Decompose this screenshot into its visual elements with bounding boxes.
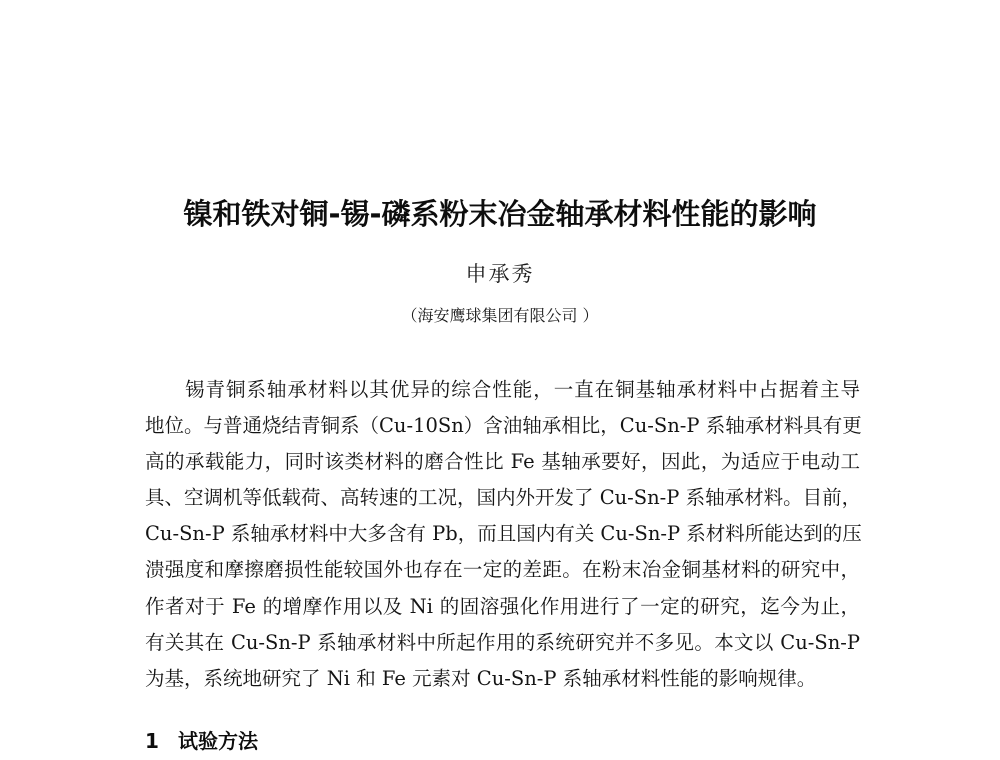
paragraph-line: 具、空调机等低载荷、高转速的工况，国内外开发了 Cu-Sn-P 系轴承材料。目前，	[145, 486, 862, 510]
paragraph-line: 溃强度和摩擦磨损性能较国外也存在一定的差距。在粉末冶金铜基材料的研究中，	[145, 558, 860, 582]
paragraph-line: 锡青铜系轴承材料以其优异的综合性能，一直在铜基轴承材料中占据着主导	[185, 378, 860, 401]
section-heading	[145, 725, 258, 754]
paragraph-line: 为基，系统地研究了 Ni 和 Fe 元素对 Cu-Sn-P 系轴承材料性能的影响规律。	[145, 666, 817, 690]
section-number: 1	[145, 729, 159, 753]
paragraph-line: 作者对于 Fe 的增摩作用以及 Ni 的固溶强化作用进行了一定的研究，迄今为止，	[145, 594, 860, 618]
paper-title: 镍和铁对铜-锡-磷系粉末冶金轴承材料性能的影响	[183, 197, 817, 231]
paragraph-line: 地位。与普通烧结青铜系（Cu-10Sn）含油轴承相比，Cu-Sn-P 系轴承材料具有更	[145, 414, 862, 438]
author-affiliation: （海安鹰球集团有限公司 ）	[401, 306, 599, 325]
paragraph-line: 高的承载能力，同时该类材料的磨合性比 Fe 基轴承要好，因此，为适应于电动工	[145, 450, 860, 474]
author-name: 申承秀	[465, 262, 535, 286]
section-title: 试验方法	[178, 729, 258, 753]
intro-paragraph	[145, 372, 860, 697]
paragraph-line: 有关其在 Cu-Sn-P 系轴承材料中所起作用的系统研究并不多见。本文以 Cu-Sn-P	[145, 630, 860, 654]
paragraph-line: Cu-Sn-P 系轴承材料中大多含有 Pb，而且国内有关 Cu-Sn-P 系材料所能达到的压	[145, 522, 862, 546]
